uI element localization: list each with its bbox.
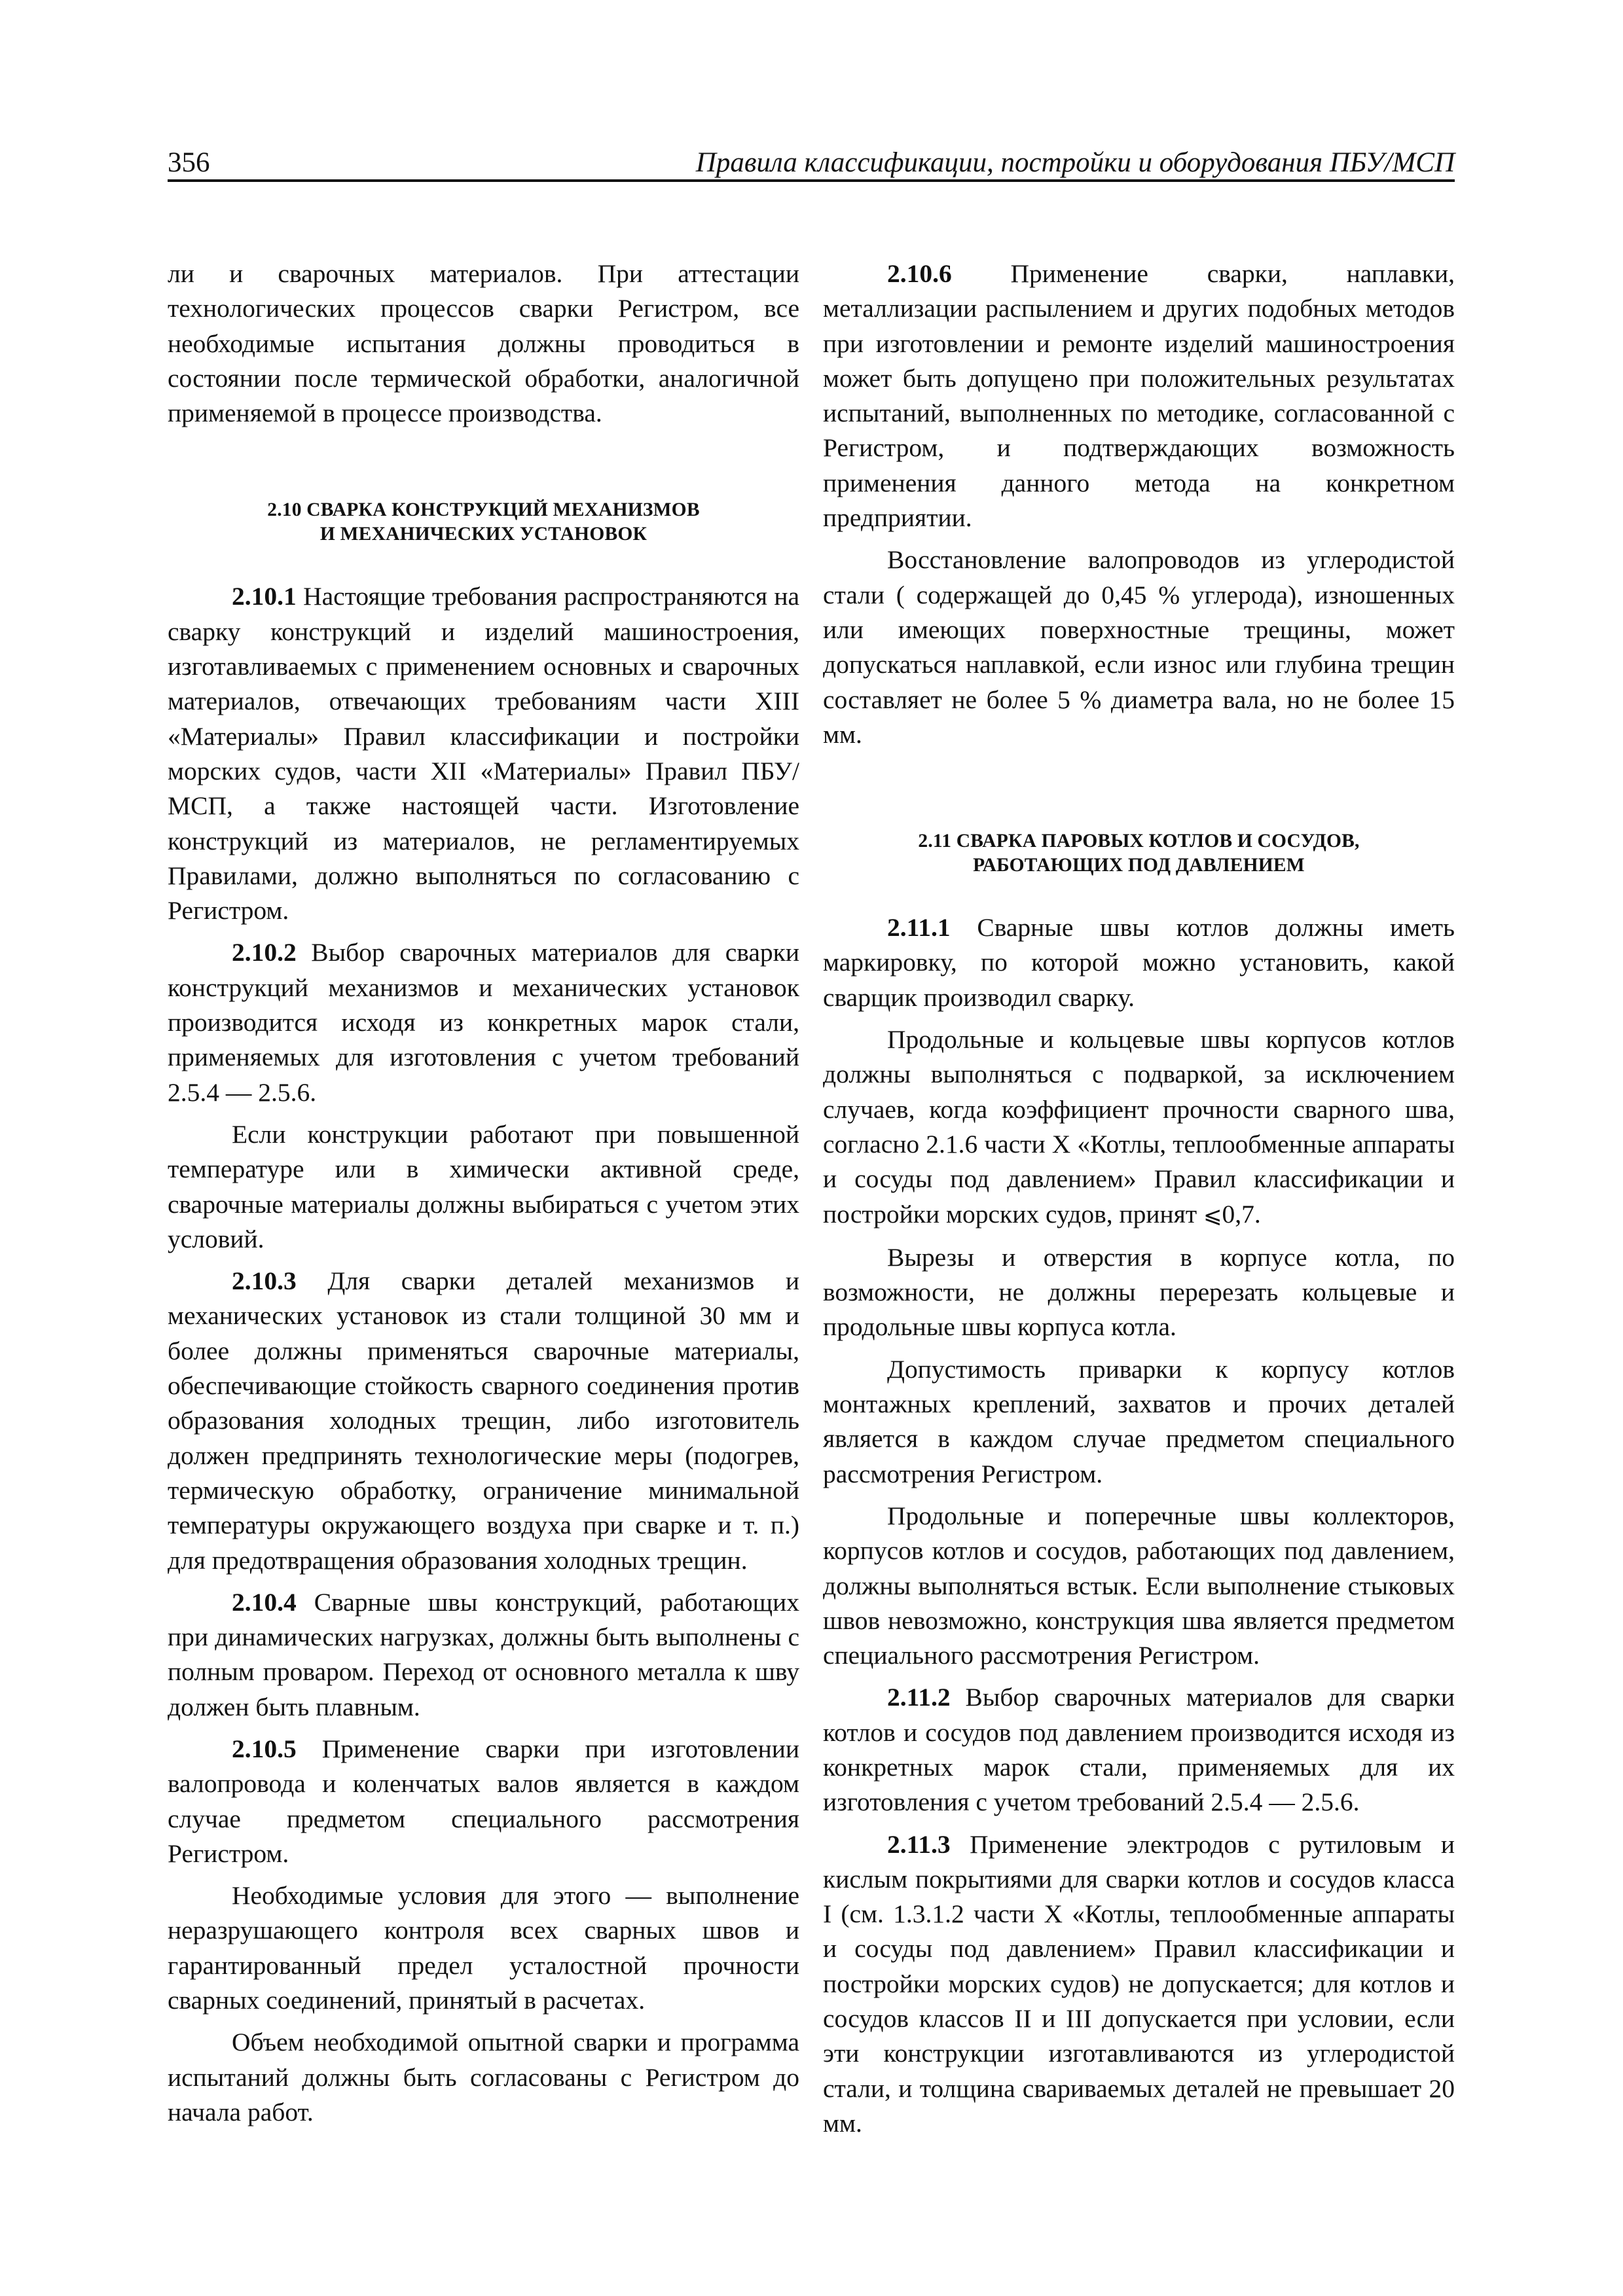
paragraph: ли и сварочных материалов. При аттестации технологических процессов сварки Регистром, все необходимые испытания должны проводиться в состоянии после термической обработки, аналогичной применяемой в процессе производства. <box>168 259 799 428</box>
clause-2-11-1 <box>823 910 1455 1015</box>
clause-text: Сварные швы конструкций, работающих при динамических нагрузках, должны быть выполнены с полным проваром. Переход от основного металла к шву должен быть плавным. <box>168 1587 799 1721</box>
paragraph: Вырезы и отверстия в корпусе котла, по возможности, не должны перерезать кольцевые и продольные швы корпуса котла. <box>823 1242 1455 1342</box>
paragraph <box>823 1022 1455 1233</box>
clause-number: 2.10.2 <box>232 938 297 967</box>
clause-number: 2.11.3 <box>887 1829 951 1859</box>
paragraph: Если конструкции работают при повышенной температуре или в химически активной среде, сварочные материалы должны выбираться с учетом этих условий. <box>168 1119 799 1253</box>
left-column <box>168 257 799 2137</box>
section-heading-2-11 <box>823 829 1455 878</box>
section-heading-line: РАБОТАЮЩИХ ПОД ДАВЛЕНИЕМ <box>973 855 1305 876</box>
clause-number: 2.10.4 <box>232 1587 297 1617</box>
less-or-equal-symbol: ⩽ <box>1203 1202 1222 1229</box>
clause-2-11-3 <box>823 1827 1455 2142</box>
clause-2-10-3 <box>168 1264 799 1578</box>
section-heading-line: И МЕХАНИЧЕСКИХ УСТАНОВОК <box>319 524 647 545</box>
paragraph: Необходимые условия для этого — выполнение неразрушающего контроля всех сварных швов и гарантированный предел усталостной прочности сварных соединений, принятый в расчетах. <box>168 1881 799 2015</box>
paragraph: Допустимость приварки к корпусу котлов монтажных креплений, захватов и прочих деталей является в каждом случае предметом специального рассмотрения Регистром. <box>823 1354 1455 1488</box>
section-heading-line: 2.11 СВАРКА ПАРОВЫХ КОТЛОВ И СОСУДОВ, <box>918 831 1360 852</box>
clause-number: 2.10.6 <box>887 259 952 288</box>
clause-number: 2.10.3 <box>232 1266 297 1296</box>
clause-text: Применение сварки при изготовлении валопровода и коленчатых валов является в каждом случае предметом специального рассмотрения Регистром. <box>168 1734 799 1868</box>
clause-2-10-4 <box>168 1585 799 1725</box>
paragraph: Восстановление валопроводов из углеродистой стали ( содержащей до 0,45 % углерода), изношенных или имеющих поверхностные трещины, может допускаться наплавкой, если износ или глубина трещин составляет не более 5 % диаметра вала, но не более 15 мм. <box>823 545 1455 749</box>
clause-2-10-5 <box>168 1732 799 1871</box>
paragraph-text: 0,7. <box>1222 1199 1261 1229</box>
clause-text: Выбор сварочных материалов для сварки котлов и сосудов под давлением производится исходя из конкретных марок стали, применяемых для их изготовления с учетом требований 2.5.4 — 2.5.6. <box>823 1683 1455 1817</box>
clause-2-10-2 <box>168 935 799 1109</box>
paragraph: Продольные и поперечные швы коллекторов, корпусов котлов и сосудов, работающих под давлением, должны выполняться встык. Если выполнение стыковых швов невозможно, конструкция шва является предметом специального рассмотрения Регистром. <box>823 1501 1455 1670</box>
clause-text: Настоящие требования распространяются на сварку конструкций и изделий машиностроения, изготавливаемых с применением основных и сварочных материалов, отвечающих требованиям части XIII «Материалы» Правил классификации и постройки морских судов, части XII «Материалы» Правил ПБУ/МСП, а также настоящей части. Изготовление конструкций из материалов, не регламентируемых Правилами, должно выполняться по согласованию с Регистром. <box>168 582 799 925</box>
paragraph-text: Продольные и кольцевые швы корпусов котлов должны выполняться с подваркой, за исключением случаев, когда коэффициент прочности сварного шва, согласно 2.1.6 части X «Котлы, теплообменные аппараты и сосуды под давлением» Правил классификации и постройки морских судов, принят <box>823 1025 1455 1229</box>
clause-text: Применение электродов с рутиловым и кислым покрытиями для сварки котлов и сосудов класса I (см. 1.3.1.2 части X «Котлы, теплообменные аппараты и сосуды под давлением» Правил классификации и постройки морских судов) не допускается; для котлов и сосудов классов II и III допускается при условии, если эти конструкции изготавливаются из углеродистой стали, и толщина свариваемых деталей не превышает 20 мм. <box>823 1829 1455 2138</box>
running-header <box>168 143 1455 182</box>
page-number: 356 <box>168 147 210 178</box>
paragraph: Объем необходимой опытной сварки и программа испытаний должны быть согласованы с Регистром до начала работ. <box>168 2028 799 2126</box>
running-title: Правила классификации, постройки и оборудования ПБУ/МСП <box>695 147 1455 178</box>
clause-number: 2.11.2 <box>887 1683 951 1712</box>
clause-2-10-1 <box>168 579 799 928</box>
clause-number: 2.10.5 <box>232 1734 297 1763</box>
clause-text: Сварные швы котлов должны иметь маркировку, по которой можно установить, какой сварщик производил сварку. <box>823 913 1455 1012</box>
clause-text: Для сварки деталей механизмов и механических установок из стали толщиной 30 мм и более должны применяться сварочные материалы, обеспечивающие стойкость сварного соединения против образования холодных трещин, либо изготовитель должен предпринять технологические меры (подогрев, термическую обработку, ограничение минимальной температуры окружающего воздуха при сварке и т. п.) для предотвращения образования холодных трещин. <box>168 1266 799 1575</box>
clause-text: Применение сварки, наплавки, металлизации распылением и других подобных методов при изготовлении и ремонте изделий машиностроения может быть допущено при положительных результатах испытаний, выполненных по методике, согласованной с Регистром, и подтверждающих возможность применения данного метода на конкретном предприятии. <box>823 259 1455 533</box>
clause-number: 2.11.1 <box>887 913 951 942</box>
right-column <box>823 257 1455 2148</box>
section-heading-2-10 <box>168 498 799 547</box>
clause-text: Выбор сварочных материалов для сварки конструкций механизмов и механических установок производится исходя из конкретных марок стали, применяемых для изготовления с учетом требований 2.5.4 — 2.5.6. <box>168 938 799 1107</box>
clause-2-11-2 <box>823 1680 1455 1820</box>
clause-2-10-6 <box>823 257 1455 535</box>
section-heading-line: 2.10 СВАРКА КОНСТРУКЦИЙ МЕХАНИЗМОВ <box>267 499 700 521</box>
clause-number: 2.10.1 <box>232 582 297 611</box>
